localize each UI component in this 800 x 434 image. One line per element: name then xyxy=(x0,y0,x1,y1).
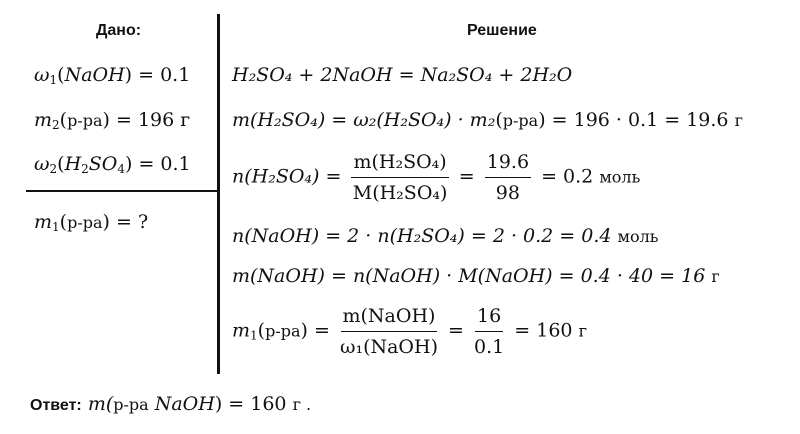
given-m2: $m_2(р-ра) = 196$ г xyxy=(34,109,191,132)
horizontal-divider xyxy=(26,190,219,192)
given-omega1: $\omega_1(NaOH) = 0.1$ xyxy=(34,64,191,87)
mass-naoh-equation: m(NaOH) = n(NaOH) · M(NaOH) = 0.4 · 40 = 16 г xyxy=(232,265,720,287)
find-m1: $m_1(р-ра)$ = ? xyxy=(34,211,149,234)
solution-heading: Решение xyxy=(467,22,537,39)
fraction-mass-over-molar: $\frac{\text{m(H₂SO₄)}}{\text{M(H₂SO₄)}}$ xyxy=(352,151,448,204)
mass-h2so4-equation: m(H₂SO₄) = ω₂(H₂SO₄) · m₂(р-ра) = 196 · 0.1 = 19.6 г xyxy=(232,109,743,131)
mass-solution-equation: $m_1(р-ра)$ = $\frac{\text{m(NaOH)}}{\text{ω₁(NaOH)}}$ = $\frac{16}{0.1}$ = 160 г xyxy=(232,305,587,358)
vertical-divider xyxy=(217,14,220,374)
given-omega2: $\omega_2(H_2SO_4) = 0.1$ xyxy=(34,153,191,176)
reaction-equation: H₂SO₄ + 2NaOH = Na₂SO₄ + 2H₂O xyxy=(232,64,573,86)
answer-line: Ответ: m(р-ра NaOH) = 160 г . xyxy=(30,393,312,415)
given-heading: Дано: xyxy=(96,22,142,39)
fraction-16-over-01: $\frac{16}{0.1}$ xyxy=(474,305,505,358)
moles-naoh-equation: n(NaOH) = 2 · n(H₂SO₄) = 2 · 0.2 = 0.4 моль xyxy=(232,225,659,247)
fraction-numeric: $\frac{19.6}{98}$ xyxy=(486,151,530,204)
fraction-naoh: $\frac{\text{m(NaOH)}}{\text{ω₁(NaOH)}}$ xyxy=(339,305,438,358)
moles-h2so4-equation: n(H₂SO₄) = $\frac{\text{m(H₂SO₄)}}{\text{M(H₂SO₄)}}$ = $\frac{19.6}{98}$ = 0.2 моль xyxy=(232,151,641,204)
